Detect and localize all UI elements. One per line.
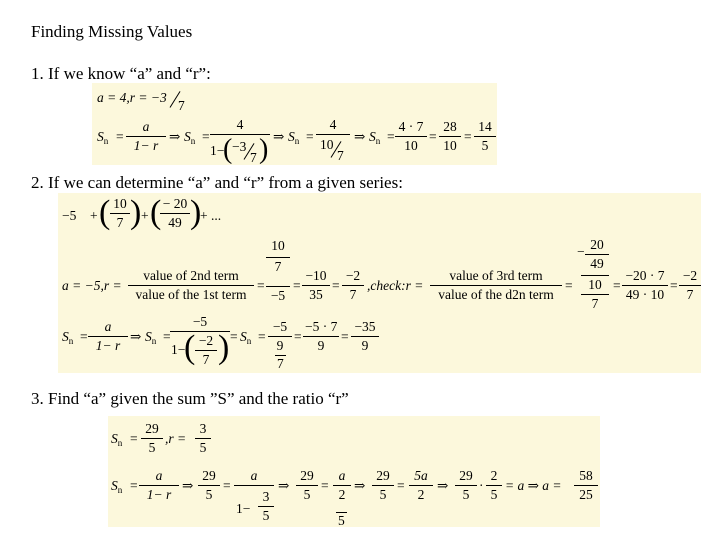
eq-sign: = <box>258 329 266 344</box>
fraction-a-over-1-r-2: $\frac{a}{1- r}$ <box>88 320 128 352</box>
implies-arrow: ⇒ <box>182 478 194 493</box>
eq-sign: = <box>202 129 210 144</box>
fraction-compound-20-49: $\frac{20}{49}$ <box>585 238 609 270</box>
section-heading-3: 3. Find “a” given the sum ”S” and the ratio “r” <box>31 389 349 408</box>
fraction-neg2-over-7: $\frac{-2}{7}$ <box>342 269 364 301</box>
one-minus: 1− <box>210 143 225 158</box>
eq-sign: = <box>257 278 265 293</box>
eq-sign: = <box>163 329 171 344</box>
implies-arrow: ⇒ <box>437 478 449 493</box>
given-r-den: 7 <box>178 98 185 113</box>
fraction-neg20-over-49: $\frac{- 20}{49}$ <box>160 197 190 229</box>
fraction-neg35-over-9: $\frac{-35}{9}$ <box>351 320 379 352</box>
eq-sign: = <box>429 129 437 144</box>
eq-sign: = <box>294 329 302 344</box>
sn-4: $S_n$ <box>369 129 381 146</box>
sn-9: $S_n$ <box>111 478 123 495</box>
eq-sign: = <box>321 478 329 493</box>
result-a: = a ⇒ a = <box>505 478 562 493</box>
page-title: Finding Missing Values <box>31 22 193 41</box>
fraction-3-over-5: $\frac{3}{5}$ <box>195 422 211 454</box>
fraction-4-over-complex: 4 <box>210 118 270 163</box>
one-minus: 1− <box>171 342 186 357</box>
seven: 7 <box>277 356 284 371</box>
implies-arrow: ⇒ <box>278 478 290 493</box>
eq-sign: = <box>387 129 395 144</box>
fraction-a-over-2-5: $\frac{a}{2}$ <box>333 469 351 501</box>
fraction-value2-over-value1: value of 2nd term value of the 1st term <box>128 269 254 301</box>
fraction-2-over-5: $\frac{2}{5}$ <box>486 469 502 501</box>
fraction-4-over-10-7: 4 <box>316 118 350 161</box>
eq-sign: = <box>116 129 124 144</box>
fraction-5a-over-2: $\frac{5a}{2}$ <box>409 469 433 501</box>
eq-sign: = <box>306 129 314 144</box>
fraction-neg5-over-9-7: $\frac{-5}{9}$ <box>268 320 292 352</box>
fraction-3-over-5-b: $\frac{3}{5}$ <box>258 490 274 522</box>
sn-1: $S_n$ <box>97 129 109 146</box>
paren-close: ) <box>218 329 230 366</box>
eq-sign: = <box>130 478 138 493</box>
fraction-a-over-complex: a <box>234 469 274 490</box>
paren-close: ) <box>259 134 269 165</box>
fraction-neg5-over-complex: −5 <box>170 315 230 364</box>
fraction-compound-10-7: $\frac{10}{7}$ <box>266 239 290 273</box>
fraction-a-over-1-r: $\frac{a}{1- r}$ <box>126 120 166 152</box>
sn-5: $S_n$ <box>62 329 74 346</box>
equation-box-2 <box>58 193 701 373</box>
section-heading-1: 1. If we know “a” and “r”: <box>31 64 211 83</box>
implies-arrow: ⇒ <box>354 478 366 493</box>
series-term-1: −5 <box>62 208 77 223</box>
one-minus: 1− <box>236 501 251 516</box>
eq-sign: = <box>332 278 340 293</box>
implies-arrow: ⇒ <box>273 129 285 144</box>
eq-sign: = <box>613 278 621 293</box>
fraction-29-over-5-e: $\frac{29}{5}$ <box>455 469 477 501</box>
eq-sign: = <box>464 129 472 144</box>
paren-close: ) <box>190 194 202 231</box>
fraction-29-over-5-c: $\frac{29}{5}$ <box>296 469 318 501</box>
paren-open: ( <box>184 329 196 366</box>
sn-8: $S_n$ <box>111 431 123 448</box>
seven: 7 <box>337 148 344 163</box>
paren-open: ( <box>99 194 111 231</box>
fraction-14-over-5: $\frac{14}{5}$ <box>474 120 496 152</box>
neg3: −3 <box>232 139 247 154</box>
eq-sign: = <box>341 329 349 344</box>
ellipsis: + ... <box>200 208 222 223</box>
fraction-29-over-5: $\frac{29}{5}$ <box>141 422 163 454</box>
fraction-compound-10-7-b: $\frac{10}{7}$ <box>581 275 609 310</box>
sn-6: $S_n$ <box>145 329 157 346</box>
equation-box-1 <box>92 83 497 165</box>
plus-sign: + <box>90 208 98 223</box>
ten: 10 <box>320 137 334 152</box>
fraction-neg5x7-over-9: $\frac{-5 \cdot 7}{9}$ <box>305 319 338 353</box>
fraction-neg10-over-35: $\frac{-10}{35}$ <box>302 269 330 301</box>
fraction-neg2-over-7-b: $\frac{-2}{7}$ <box>679 269 701 301</box>
fraction-29-over-5-d: $\frac{29}{5}$ <box>372 469 394 501</box>
check-label: ,check:r = <box>367 278 424 293</box>
fraction-a-over-1-r-3: $\frac{a}{1- r}$ <box>139 469 179 501</box>
fraction-58-over-25: $\frac{58}{25}$ <box>574 469 598 501</box>
plus-sign: + <box>141 208 149 223</box>
seven: 7 <box>250 150 257 165</box>
implies-arrow: ⇒ <box>169 129 181 144</box>
equation-box-3 <box>108 416 600 527</box>
implies-arrow: ⇒ <box>130 329 142 344</box>
paren-open: ( <box>150 194 162 231</box>
eq-sign: = <box>293 278 301 293</box>
fraction-4x7-over-10: $\frac{4 \cdot 7}{10}$ <box>395 120 427 152</box>
eq-sign: = <box>565 278 573 293</box>
paren-open: ( <box>223 134 233 165</box>
fraction-28-over-10: $\frac{28}{10}$ <box>439 120 461 152</box>
eq-sign: = <box>670 278 678 293</box>
fraction-10-over-7: $\frac{10}{7}$ <box>110 197 130 229</box>
minus-sign: − <box>577 244 585 259</box>
fraction-neg2-over-7-c: $\frac{-2}{7}$ <box>195 334 217 366</box>
fraction-compound-den: −5 <box>266 270 290 302</box>
sn-7: $S_n$ <box>240 329 252 346</box>
eq-sign: = <box>80 329 88 344</box>
eq-sign: = <box>230 329 238 344</box>
r-def: ,r = <box>165 431 187 446</box>
fraction-value3-over-d2n: value of 3rd term value of the d2n term <box>430 269 562 301</box>
dot-times: · <box>479 478 484 493</box>
fraction-neg20x7-over-49x10: $\frac{-20 \cdot 7}{49 \cdot 10}$ <box>622 269 668 301</box>
section-heading-2: 2. If we can determine “a” and “r” from a given series: <box>31 173 403 192</box>
given-a-r: a = 4,r = −3 <box>97 90 167 105</box>
a-r-def: a = −5,r = <box>62 278 122 293</box>
eq-sign: = <box>223 478 231 493</box>
sn-2: $S_n$ <box>184 129 196 146</box>
eq-sign: = <box>397 478 405 493</box>
sn-3: $S_n$ <box>288 129 300 146</box>
paren-close: ) <box>130 194 142 231</box>
fraction-29-over-5-b: $\frac{29}{5}$ <box>198 469 220 501</box>
implies-arrow: ⇒ <box>354 129 366 144</box>
eq-sign: = <box>130 431 138 446</box>
five: 5 <box>338 513 345 528</box>
